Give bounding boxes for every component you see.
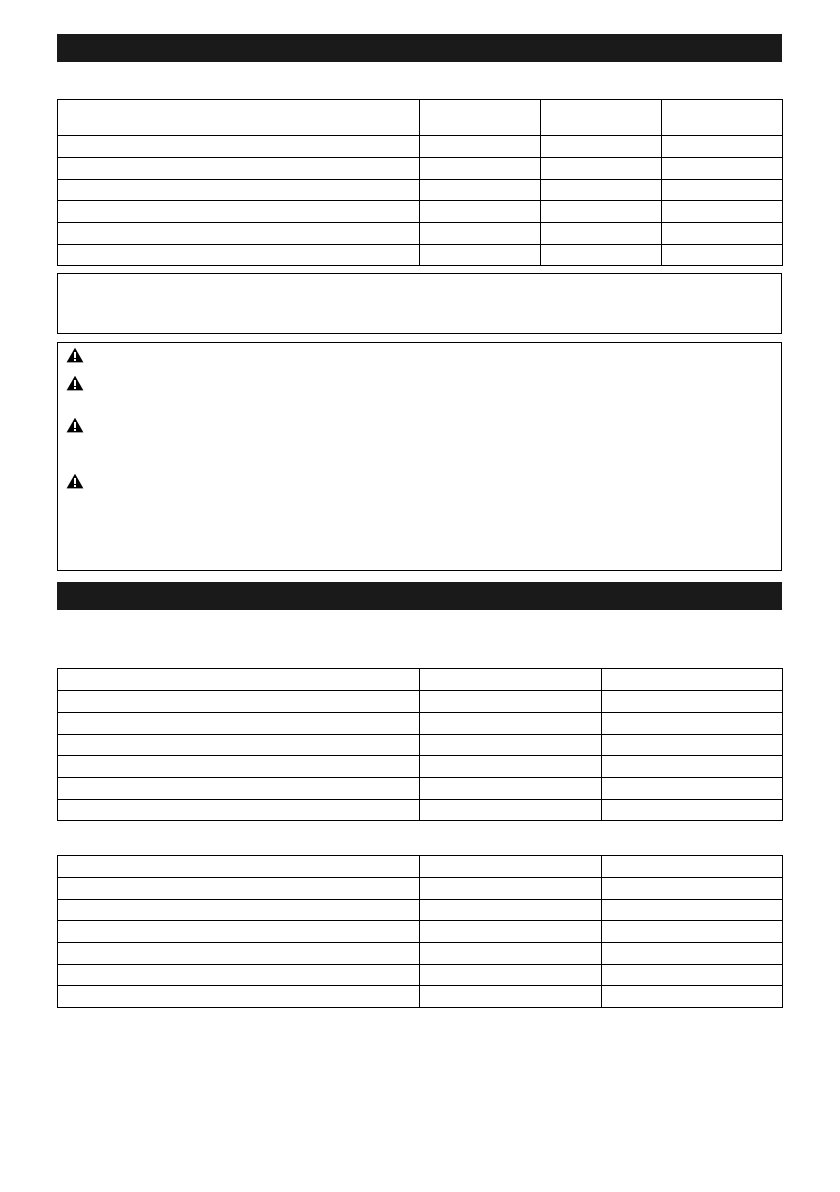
table-cell: [602, 800, 783, 821]
warning-item: [66, 417, 766, 435]
table-cell: [662, 158, 783, 180]
table-cell: [58, 878, 420, 900]
table-header-cell: [420, 100, 541, 136]
table-header-cell: [58, 669, 420, 691]
table-row: [58, 735, 783, 756]
table-cell: [420, 778, 602, 800]
table-cell: [602, 691, 783, 713]
table-cell: [58, 943, 420, 965]
specifications-table: [57, 99, 783, 266]
table-cell: [58, 965, 420, 986]
table-row: [58, 921, 783, 943]
table-cell: [420, 201, 541, 223]
table-cell: [58, 136, 420, 158]
section-header-title: [57, 41, 65, 55]
warning-triangle-icon: [66, 417, 84, 433]
table-cell: [420, 136, 541, 158]
table-row: [58, 800, 783, 821]
warning-item: [66, 347, 766, 365]
table-cell: [602, 986, 783, 1008]
table-row: [58, 158, 783, 180]
table-cell: [602, 965, 783, 986]
warning-triangle-icon: [66, 375, 84, 391]
table-cell: [602, 735, 783, 756]
table-cell: [58, 713, 420, 735]
table-header-cell: [420, 856, 602, 878]
table-row: [58, 201, 783, 223]
table-cell: [420, 800, 602, 821]
table-cell: [602, 778, 783, 800]
table-cell: [662, 180, 783, 201]
section-header-bar: [57, 582, 782, 610]
table-row: [58, 691, 783, 713]
table-cell: [541, 136, 662, 158]
warning-triangle-icon: [66, 473, 84, 489]
table-row: [58, 778, 783, 800]
table-cell: [602, 756, 783, 778]
warning-box: [57, 342, 782, 571]
table-row: [58, 878, 783, 900]
table-row: [58, 713, 783, 735]
table-cell: [602, 900, 783, 921]
table-row: [58, 136, 783, 158]
table-cell: [420, 245, 541, 266]
table-cell: [420, 180, 541, 201]
table-cell: [58, 921, 420, 943]
data-table-b: [57, 855, 783, 1008]
table-header-cell: [420, 669, 602, 691]
table-header-cell: [602, 856, 783, 878]
table-row: [58, 943, 783, 965]
table-cell: [541, 245, 662, 266]
table-header-row: [58, 100, 783, 136]
table-cell: [602, 878, 783, 900]
table-cell: [541, 223, 662, 245]
table-header-row: [58, 669, 783, 691]
table-row: [58, 180, 783, 201]
table-cell: [420, 756, 602, 778]
table-cell: [58, 158, 420, 180]
warning-item: [66, 473, 766, 491]
table-cell: [58, 245, 420, 266]
table-cell: [58, 691, 420, 713]
table-cell: [420, 921, 602, 943]
table-cell: [58, 756, 420, 778]
table-row: [58, 223, 783, 245]
table-row: [58, 245, 783, 266]
table-cell: [541, 158, 662, 180]
table-cell: [420, 713, 602, 735]
table-row: [58, 965, 783, 986]
table-cell: [602, 713, 783, 735]
table-cell: [420, 965, 602, 986]
table-cell: [58, 735, 420, 756]
table-header-cell: [602, 669, 783, 691]
table-cell: [662, 223, 783, 245]
warning-item: [66, 375, 766, 393]
table-cell: [662, 201, 783, 223]
table-header-cell: [541, 100, 662, 136]
table-cell: [58, 201, 420, 223]
table-cell: [58, 800, 420, 821]
table-cell: [420, 986, 602, 1008]
table-cell: [58, 900, 420, 921]
table-cell: [58, 223, 420, 245]
table-cell: [420, 900, 602, 921]
table-cell: [58, 778, 420, 800]
table-cell: [420, 223, 541, 245]
table-row: [58, 900, 783, 921]
table-cell: [420, 158, 541, 180]
note-box: [57, 273, 782, 334]
table-cell: [602, 943, 783, 965]
table-cell: [58, 180, 420, 201]
table-cell: [602, 921, 783, 943]
table-row: [58, 756, 783, 778]
table-row: [58, 986, 783, 1008]
warning-triangle-icon: [66, 347, 84, 363]
table-header-row: [58, 856, 783, 878]
table-header-cell: [58, 856, 420, 878]
section-header-bar: [57, 34, 782, 62]
data-table-a: [57, 668, 783, 821]
table-cell: [662, 136, 783, 158]
table-cell: [420, 691, 602, 713]
table-header-cell: [58, 100, 420, 136]
table-cell: [58, 986, 420, 1008]
table-cell: [541, 180, 662, 201]
table-cell: [420, 878, 602, 900]
table-header-cell: [662, 100, 783, 136]
table-cell: [420, 943, 602, 965]
table-cell: [541, 201, 662, 223]
table-cell: [662, 245, 783, 266]
section-header-title: [57, 589, 65, 603]
table-cell: [420, 735, 602, 756]
